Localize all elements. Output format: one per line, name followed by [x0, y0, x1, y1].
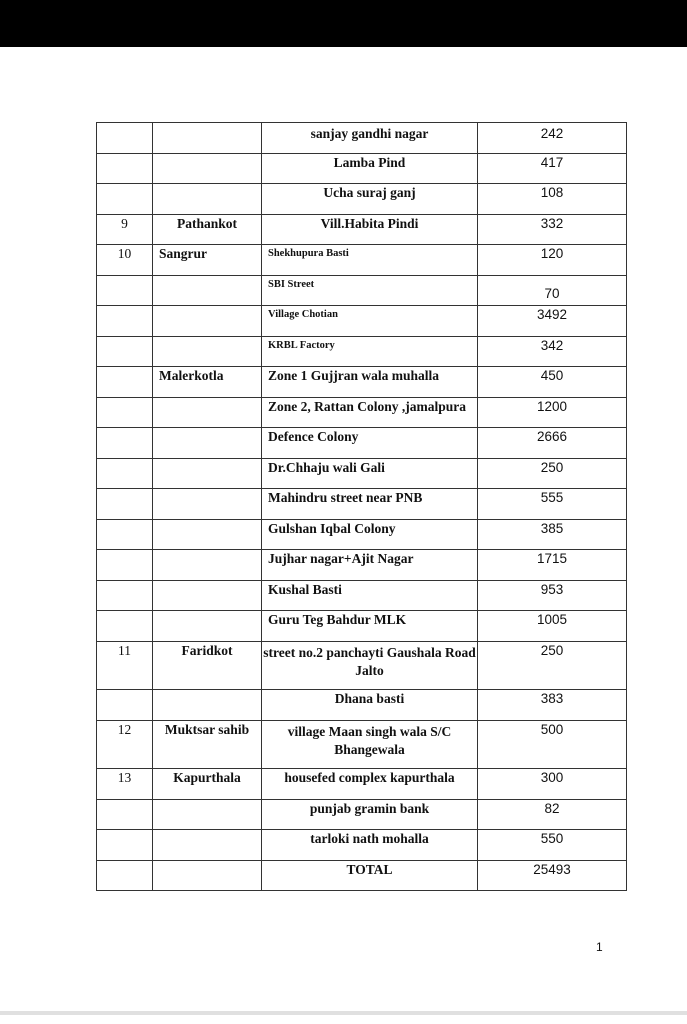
location-cell: Ucha suraj ganj [262, 184, 478, 215]
district-cell [153, 861, 262, 891]
location-cell: Dr.Chhaju wali Gali [262, 459, 478, 489]
location-cell: street no.2 panchayti Gaushala Road Jalto [262, 642, 478, 690]
location-cell: Lamba Pind [262, 154, 478, 184]
location-cell: Shekhupura Basti [262, 245, 478, 276]
count-cell: 385 [478, 520, 627, 550]
district-cell [153, 550, 262, 581]
count-cell: 108 [478, 184, 627, 215]
serial-cell [97, 276, 153, 306]
location-cell: Kushal Basti [262, 581, 478, 611]
table-row [97, 276, 627, 306]
table-row [97, 367, 627, 398]
location-cell: village Maan singh wala S/C Bhangewala [262, 721, 478, 769]
top-black-bar [0, 0, 687, 47]
district-cell [153, 337, 262, 367]
table-row [97, 520, 627, 550]
district-cell [153, 184, 262, 215]
serial-cell [97, 184, 153, 215]
serial-cell [97, 800, 153, 830]
table-row [97, 642, 627, 690]
count-cell: 332 [478, 215, 627, 245]
table-row [97, 215, 627, 245]
count-cell: 1200 [478, 398, 627, 428]
district-cell: Faridkot [153, 642, 262, 690]
district-cell [153, 459, 262, 489]
location-cell: Defence Colony [262, 428, 478, 459]
count-cell: 250 [478, 642, 627, 690]
count-cell: 82 [478, 800, 627, 830]
serial-cell: 12 [97, 721, 153, 769]
district-cell [153, 123, 262, 154]
serial-cell: 9 [97, 215, 153, 245]
serial-cell: 13 [97, 769, 153, 800]
serial-cell [97, 154, 153, 184]
count-cell: 550 [478, 830, 627, 861]
location-cell: SBI Street [262, 276, 478, 306]
total-label: TOTAL [262, 861, 478, 891]
location-cell: Mahindru street near PNB [262, 489, 478, 520]
table-row [97, 459, 627, 489]
location-cell: punjab gramin bank [262, 800, 478, 830]
table-row [97, 769, 627, 800]
serial-cell [97, 367, 153, 398]
serial-cell [97, 520, 153, 550]
location-cell: housefed complex kapurthala [262, 769, 478, 800]
table-row [97, 245, 627, 276]
serial-cell: 10 [97, 245, 153, 276]
count-cell: 250 [478, 459, 627, 489]
total-row [97, 861, 627, 891]
location-cell: Vill.Habita Pindi [262, 215, 478, 245]
serial-cell [97, 337, 153, 367]
location-cell: Zone 2, Rattan Colony ,jamalpura [262, 398, 478, 428]
table-row [97, 489, 627, 520]
serial-cell [97, 306, 153, 337]
district-cell [153, 306, 262, 337]
district-cell [153, 830, 262, 861]
count-cell: 300 [478, 769, 627, 800]
table-row [97, 830, 627, 861]
district-cell [153, 428, 262, 459]
serial-cell: 11 [97, 642, 153, 690]
location-cell: Gulshan Iqbal Colony [262, 520, 478, 550]
serial-cell [97, 489, 153, 520]
district-cell [153, 611, 262, 642]
district-cell [153, 581, 262, 611]
serial-cell [97, 861, 153, 891]
district-cell [153, 520, 262, 550]
serial-cell [97, 459, 153, 489]
serial-cell [97, 830, 153, 861]
count-cell: 953 [478, 581, 627, 611]
table-row [97, 398, 627, 428]
district-cell [153, 276, 262, 306]
bottom-divider [0, 1011, 687, 1015]
district-cell: Muktsar sahib [153, 721, 262, 769]
count-cell: 2666 [478, 428, 627, 459]
count-cell: 242 [478, 123, 627, 154]
table-row [97, 123, 627, 154]
table-row [97, 690, 627, 721]
location-cell: tarloki nath mohalla [262, 830, 478, 861]
page-number: 1 [596, 940, 603, 954]
total-value: 25493 [478, 861, 627, 891]
location-cell: Guru Teg Bahdur MLK [262, 611, 478, 642]
location-cell: Jujhar nagar+Ajit Nagar [262, 550, 478, 581]
count-cell: 417 [478, 154, 627, 184]
serial-cell [97, 123, 153, 154]
district-cell [153, 154, 262, 184]
table-row [97, 154, 627, 184]
count-cell: 383 [478, 690, 627, 721]
table-row [97, 550, 627, 581]
location-cell: Dhana basti [262, 690, 478, 721]
location-cell: sanjay gandhi nagar [262, 123, 478, 154]
district-cell [153, 398, 262, 428]
count-cell: 500 [478, 721, 627, 769]
count-cell: 3492 [478, 306, 627, 337]
count-cell: 450 [478, 367, 627, 398]
district-cell [153, 800, 262, 830]
district-cell: Sangrur [153, 245, 262, 276]
count-cell: 1715 [478, 550, 627, 581]
table-row [97, 611, 627, 642]
serial-cell [97, 428, 153, 459]
serial-cell [97, 611, 153, 642]
district-cell: Pathankot [153, 215, 262, 245]
table-row [97, 337, 627, 367]
table-row [97, 306, 627, 337]
table-row [97, 581, 627, 611]
table-row [97, 800, 627, 830]
location-cell: KRBL Factory [262, 337, 478, 367]
count-cell: 70 [478, 276, 627, 306]
serial-cell [97, 690, 153, 721]
table-row [97, 184, 627, 215]
serial-cell [97, 398, 153, 428]
table-row [97, 428, 627, 459]
district-cell: Malerkotla [153, 367, 262, 398]
serial-cell [97, 581, 153, 611]
serial-cell [97, 550, 153, 581]
district-cell: Kapurthala [153, 769, 262, 800]
count-cell: 1005 [478, 611, 627, 642]
data-table [96, 122, 627, 891]
location-cell: Zone 1 Gujjran wala muhalla [262, 367, 478, 398]
count-cell: 555 [478, 489, 627, 520]
district-cell [153, 489, 262, 520]
district-cell [153, 690, 262, 721]
count-cell: 342 [478, 337, 627, 367]
location-cell: Village Chotian [262, 306, 478, 337]
table-row [97, 721, 627, 769]
count-cell: 120 [478, 245, 627, 276]
